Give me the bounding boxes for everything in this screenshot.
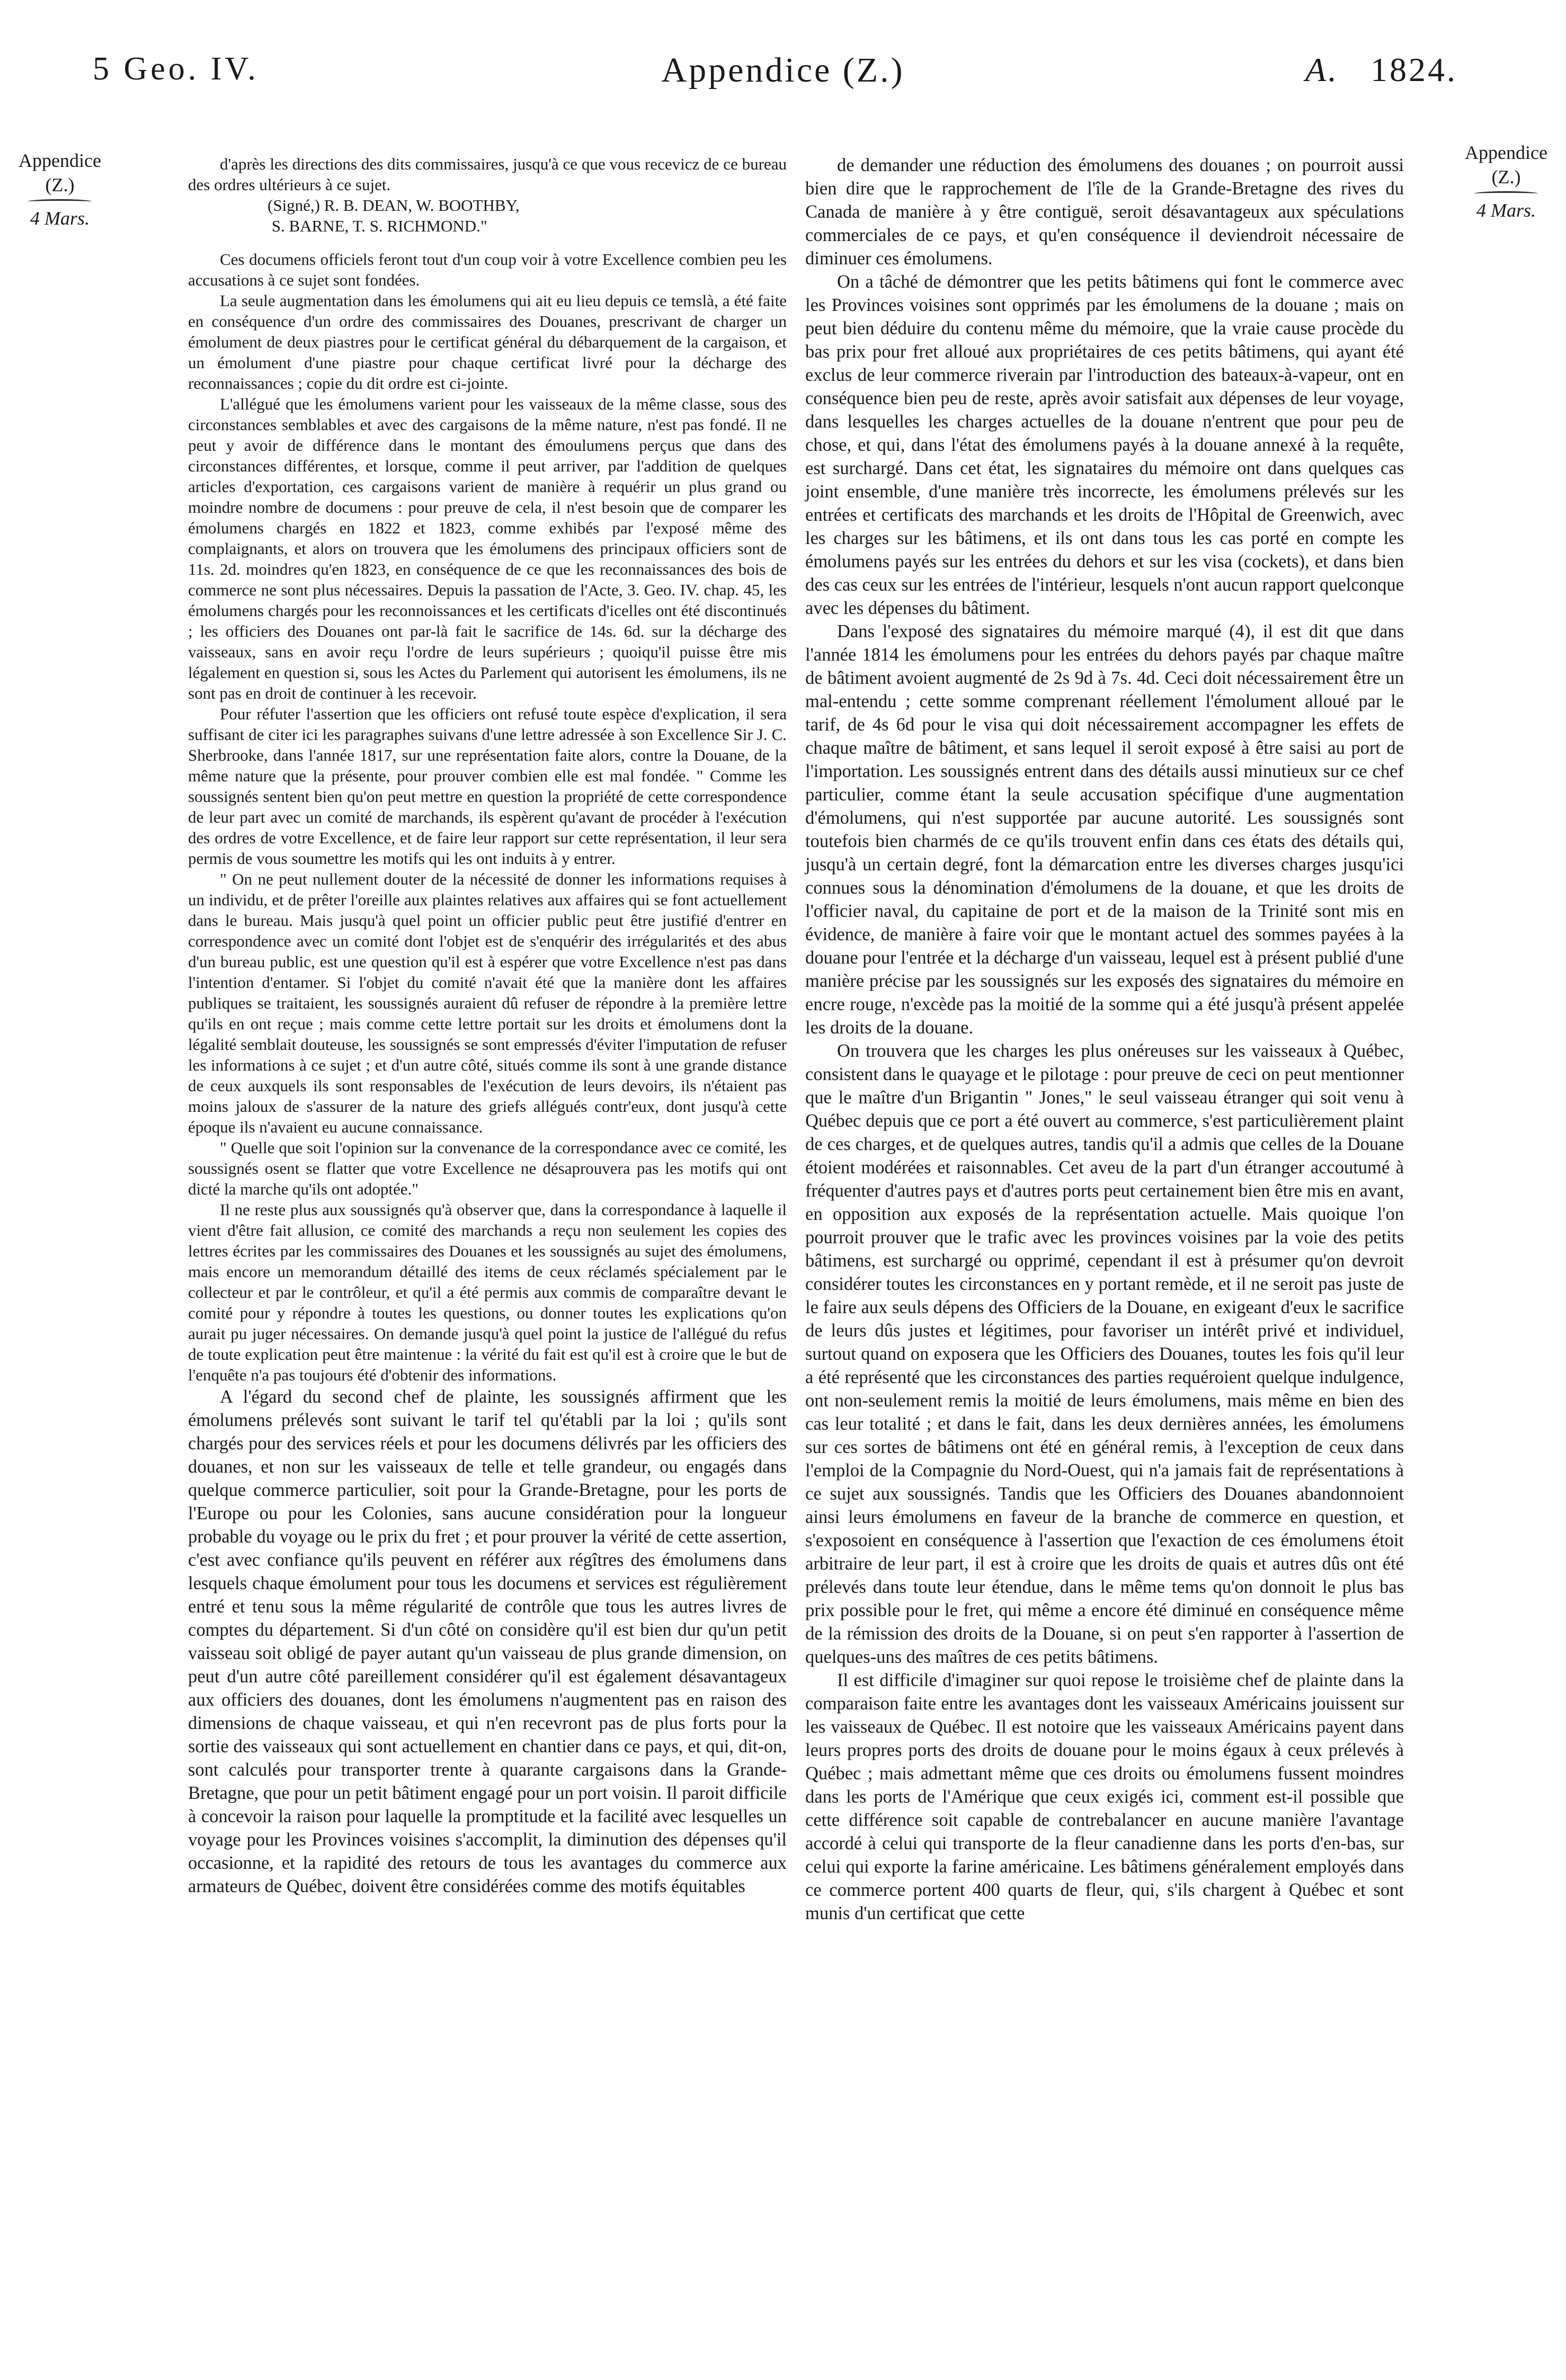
margin-left-section: (Z.) bbox=[45, 174, 75, 195]
paragraph: de demander une réduction des émolumens des douanes ; on pourroit aussi bien dire que le rapprochement de l'île de la Grande-Bretagne des rives du Canada de manière à y être contiguë, seroit désavantageux aux spéculations commerciales de ce pays, et qu'en conséquence il deviendroit nécessaire de diminuer ces émolumens. bbox=[805, 155, 1404, 269]
page-header bbox=[0, 50, 1566, 109]
paragraph: d'après les directions des dits commissaires, jusqu'à ce que vous recevicz de ce bureau des ordres ultérieurs à ce sujet. bbox=[188, 155, 787, 194]
signature-block: (Signé,) R. B. DEAN, W. BOOTHBY, S. BARNE, T. S. RICHMOND." bbox=[268, 196, 520, 235]
paragraph: " On ne peut nullement douter de la nécessité de donner les informations requises à un individu, et de prêter l'oreille aux plaintes relatives aux affaires qui se font actuellement dans le bureau. Mais jusqu'à quel point un officier public peut être justifié d'entrer en correspondence avec un comité dont l'objet est de s'enquérir des irrégularités et des abus d'un bureau public, est une question qu'il est à espérer que votre Excellence n'est pas dans l'intention d'entamer. Si l'objet du comité n'avait été que la manière dont les affaires publiques se traitaient, les soussignés auraient dû refuser de répondre à la première lettre qu'ils en ont reçue ; mais comme cette lettre portait sur les droits et émolumens dont la légalité semblait douteuse, les soussignés se sont empressés d'éviter l'imputation de refuser les informations à ce sujet ; et d'un autre côté, situés comme ils sont à une grande distance de ceux auxquels ils sont responsables de l'exécution de leurs devoirs, ils n'étaient pas moins jaloux de s'assurer de la nature des griefs allégués contr'eux, dont jusqu'à cette époque ils n'avaient eu aucune connaissance. bbox=[188, 870, 787, 1136]
margin-right-rule bbox=[1474, 191, 1538, 196]
margin-left-date: 4 Mars. bbox=[30, 208, 90, 229]
paragraph: Ces documens officiels feront tout d'un coup voir à votre Excellence combien peu les accusations à ce sujet sont fondées. bbox=[188, 250, 787, 289]
paragraph: On a tâché de démontrer que les petits bâtimens qui font le commerce avec les Provinces voisines sont opprimés par les émolumens de la douane ; mais on peut bien déduire du contenu même du mémoire, que la vraie cause procède du bas prix pour fret alloué aux propriétaires de ces petits bâtimens, qui ayant été exclus de leur commerce riverain par l'introduction des bateaux-à-vapeur, ont en conséquence bien peu de reste, après avoir satisfait aux dépenses de leur voyage, dans lesquelles les charges actuelles de la douane n'entrent que pour peu de chose, et qui, dans l'état des émolumens payés à la douane annexé à la requête, est surchargé. Dans cet état, les signataires du mémoire ont dans quelques cas joint ensemble, d'une manière très incorrecte, les émolumens prélevés sur les entrées et certificats des marchands et les droits de l'Hôpital de Greenwich, avec les charges sur les bâtimens, et ils ont dans tous les cas porté en compte les émolumens payés sur les entrées du dehors et sur les visa (cockets), et dans bien des cas ceux sur les entrées de l'intérieur, lesquels n'ont aucun rapport quelconque avec les dépenses du bâtiment. bbox=[805, 272, 1404, 618]
margin-left-rule bbox=[28, 199, 92, 204]
right-column bbox=[805, 154, 1404, 1925]
paragraph: L'allégué que les émolumens varient pour les vaisseaux de la même classe, sous des circonstances semblables et avec des cargaisons de la même nature, n'est pas fondé. Il ne peut y avoir de différence dans le montant des émoulumens perçus que dans des circonstances différentes, et lorsque, comme il peut arriver, par l'addition de quelques articles d'exportation, ces cargaisons varient de manière à requérir un plus grand ou moindre nombre de documens : pour preuve de cela, il n'est besoin que de comparer les émolumens chargés en 1822 et 1823, comme exhibés par l'exposé même des complaignants, et alors on trouvera que les émolumens des principaux officiers sont de 11s. 2d. moindres qu'en 1823, en conséquence de ce que les reconnaissances des bois de commerce ne sont plus nécessaires. Depuis la passation de l'Acte, 3. Geo. IV. chap. 45, les émolumens chargés pour les reconnoissances et les certificats d'icelles ont été discontinués ; les officiers des Douanes ont par-là fait le sacrifice de 14s. 6d. sur la décharge des vaisseaux, sans en avoir reçu l'ordre de leurs supérieurs ; quoiqu'il puisse être mis légalement en question si, sous les Actes du Parlement qui autorisent les émolumens, ils ne sont pas en droit de continuer à les recevoir. bbox=[188, 395, 787, 702]
header-session: 5 Geo. IV. bbox=[93, 51, 259, 87]
paragraph: Dans l'exposé des signataires du mémoire marqué (4), il est dit que dans l'année 1814 les émolumens pour les entrées du dehors payés par chaque maître de bâtiment avoient augmenté de 2s 9d à 7s. 4d. Ceci doit nécessairement être un mal-entendu ; cette somme comprenant réellement l'émolument alloué par le tarif, de 4s 6d pour le visa qui doit nécessairement accompagner les effets de chaque maître de bâtiment, et sans lequel il seroit exposé à être saisi au port de l'importation. Les soussignés entrent dans des détails aussi minutieux sur ce chef particulier, comme étant la seule accusation spécifique d'une augmentation d'émolumens, qui n'est supportée par aucune autorité. Les soussignés sont toutefois bien charmés de ce qu'ils trouvent enfin dans ces états des détails qui, jusqu'à un certain degré, font la démarcation entre les diverses charges jusqu'ici connues sous la dénomination d'émolumens de la douane, et que les droits de l'officier naval, du capitaine de port et de la maison de la Trinité sont mis en évidence, de manière à faire voir que le montant actuel des sommes payées à la douane pour l'entrée et la décharge d'un vaisseau, lequel est à présent publié d'une manière précise par les soussignés sur les exposés des signataires du mémoire en encre rouge, n'excède pas la moitié de la somme qui a été jusqu'à présent appelée les droits de la douane. bbox=[805, 621, 1404, 1038]
margin-left-word: Appendice bbox=[19, 150, 101, 171]
margin-note-right bbox=[1456, 140, 1556, 222]
paragraph: A l'égard du second chef de plainte, les soussignés affirment que les émolumens prélevés sont suivant le tarif tel qu'établi par la loi ; qu'ils sont chargés pour des services réels et pour les documens délivrés par les officiers des douanes, et non sur les vaisseaux de telle et telle grandeur, ou engagés dans quelque commerce particulier, soit pour la Grande-Bretagne, pour les ports de l'Europe ou pour les Colonies, sans aucune considération pour la longueur probable du voyage ou le prix du fret ; et pour prouver la vérité de cette assertion, c'est avec confiance qu'ils peuvent en référer aux régîtres des émolumens dans lesquels chaque émolument pour tous les documens et services est régulièrement entré et tenu sous la même régularité de contrôle que tous les autres livres de comptes du département. Si d'un côté on considère qu'il est bien dur qu'un petit vaisseau soit obligé de payer autant qu'un vaisseau de plus grande dimension, on peut d'un autre côté pareillement considérer qu'il est également désavantageux aux officiers des douanes, dont les émolumens n'augmentent pas en raison des dimensions de chaque vaisseau, et qui n'en recevront pas de plus forts pour la sortie des vaisseaux qui sont actuellement en chantier dans ce pays, et qui, dit-on, sont calculés pour transporter trente à quarante cargaisons dans la Grande-Bretagne, que pour un petit bâtiment engagé pour un port voisin. Il paroit difficile à concevoir la raison pour laquelle la promptitude et la facilité avec lesquelles un voyage pour les Provinces voisines s'accomplit, la diminution des dépenses qu'il occasionne, et la rapidité des retours de tous les avantages du commerce aux armateurs de Québec, doivent être considérées comme des motifs équitables bbox=[188, 1387, 787, 1896]
paragraph: Il ne reste plus aux soussignés qu'à observer que, dans la correspondance à laquelle il vient d'être fait allusion, ce comité des marchands a reçu non seulement les copies des lettres écrites par les commissaires des Douanes et les soussignés au sujet des émolumens, mais encore un memorandum détaillé des items de ceux réclamés spécialement par le collecteur et par le contrôleur, et qu'il a été permis aux commis de comparaître devant le comité pour y répondre à toutes les questions, ou donner toutes les explications qu'on aurait pu juger nécessaires. On demande jusqu'à quel point la justice de l'allégué du refus de toute explication peut être maintenue : la vérité du fait est qu'il est à croire que le but de l'enquête n'a pas toujours été d'obtenir des informations. bbox=[188, 1200, 787, 1384]
header-title: Appendice (Z.) bbox=[661, 51, 905, 90]
left-column bbox=[188, 154, 787, 1898]
paragraph: La seule augmentation dans les émolumens qui ait eu lieu depuis ce temslà, a été faite en conséquence d'un ordre des commissaires des Douanes, prescrivant de charger un émolument de deux piastres pour le certificat général du débarquement de la cargaison, et un émolument d'une piastre pour chaque certificat livré pour la décharge des reconnaissances ; copie du dit ordre est ci-jointe. bbox=[188, 291, 787, 393]
paragraph: On trouvera que les charges les plus onéreuses sur les vaisseaux à Québec, consistent dans le quayage et le pilotage : pour preuve de ceci on peut mentionner que le maître d'un Brigantin " Jones," le seul vaisseau étranger qui soit venu à Québec depuis que ce port a été ouvert au commerce, s'est particulièrement plaint de ces charges, et de quelques autres, tandis qu'il a admis que celles de la Douane étoient modérées et raisonnables. Cet aveu de la part d'un étranger accoutumé à fréquenter d'autres pays et d'autres ports peut certainement bien être mis en avant, en opposition aux exposés de la représentation actuelle. Mais quoique l'on pourroit prouver que le trafic avec les provinces voisines par la voie des petits bâtimens, est surchargé ou opprimé, cependant il est à présumer qu'on devroit considérer toutes les circonstances en y portant remède, et il ne seroit pas juste de le faire aux seuls dépens des Officiers de la Douane, en exigeant d'eux le sacrifice de leurs dûs justes et légitimes, pour favoriser un intérêt privé et individuel, surtout quand on exposera que les Officiers des Douanes, toutes les fois qu'il leur a été représenté que les circonstances des parties requéroient quelque indulgence, ont non-seulement remis la moitié de leurs émolumens, mais même en bien des cas leur totalité ; et dans le fait, dans les deux dernières années, les émolumens sur ces sortes de bâtimens ont été en général remis, à l'exception de ceux dans l'emploi de la Compagnie du Nord-Ouest, qui n'a jamais fait de représentations à ce sujet aux soussignés. Tandis que les Officiers des Douanes abandonnoient ainsi leurs émolumens en faveur de la branche de commerce en question, et s'exposoient en conséquence à l'assertion que l'exaction de ces émolumens étoit arbitraire de leur part, il est à croire que les droits de quais et autres dûs ont été prélevés dans toute leur étendue, dans le même tems qu'on donnoit le plus bas prix possible pour le fret, qui même a encore été diminué en conséquence même de la rémission des droits de la Douane, si on peut s'en rapporter à l'assertion de quelques-uns des maîtres de ces petits bâtimens. bbox=[805, 1041, 1404, 1667]
margin-right-date: 4 Mars. bbox=[1476, 200, 1536, 221]
paragraph: Pour réfuter l'assertion que les officiers ont refusé toute espèce d'explication, il sera suffisant de citer ici les paragraphes suivans d'une lettre adressée à son Excellence Sir J. C. Sherbrooke, dans l'année 1817, sur une représentation faite alors, contre la Douane, de la même nature que la présente, pour prouver combien elle est mal fondée. " Comme les soussignés sentent bien qu'on peut mettre en question la propriété de cette correspondence de leur part avec un comité de marchands, ils espèrent qu'avant de procéder à l'exécution des ordres de votre Excellence, et de faire leur rapport sur cette représentation, il leur sera permis de vous soumettre les motifs qui les ont induits à y entrer. bbox=[188, 705, 787, 868]
paragraph: Il est difficile d'imaginer sur quoi repose le troisième chef de plainte dans la comparaison faite entre les avantages dont les vaisseaux Américains jouissent sur les vaisseaux de Québec. Il est notoire que les vaisseaux Américains payent dans leurs propres ports des droits de douane pour le moins égaux à ceux prélevés à Québec ; mais admettant même que ces droits ou émolumens fussent moindres dans les ports de l'Amérique que ceux exigés ici, comment est-il possible que cette différence soit capable de contrebalancer en aucune manière l'avantage accordé à celui qui transporte de la fleur canadienne dans les ports d'en-bas, sur celui qui exporte la farine américaine. Les bâtimens généralement employés dans ce commerce portent 400 quarts de fleur, qui, s'ils chargent à Québec et sont munis d'un certificat que cette bbox=[805, 1670, 1404, 1923]
paragraph: " Quelle que soit l'opinion sur la convenance de la correspondance avec ce comité, les soussignés osent se flatter que votre Excellence ne désaprouvera pas les motifs qui ont dicté la marche qu'ils ont adoptée." bbox=[188, 1138, 787, 1198]
header-year: 1824. bbox=[1371, 51, 1457, 88]
margin-right-word: Appendice bbox=[1465, 142, 1547, 163]
margin-note-left bbox=[10, 148, 110, 230]
margin-right-section: (Z.) bbox=[1491, 166, 1521, 188]
header-right bbox=[1305, 50, 1457, 90]
header-letter: A. bbox=[1305, 51, 1339, 88]
